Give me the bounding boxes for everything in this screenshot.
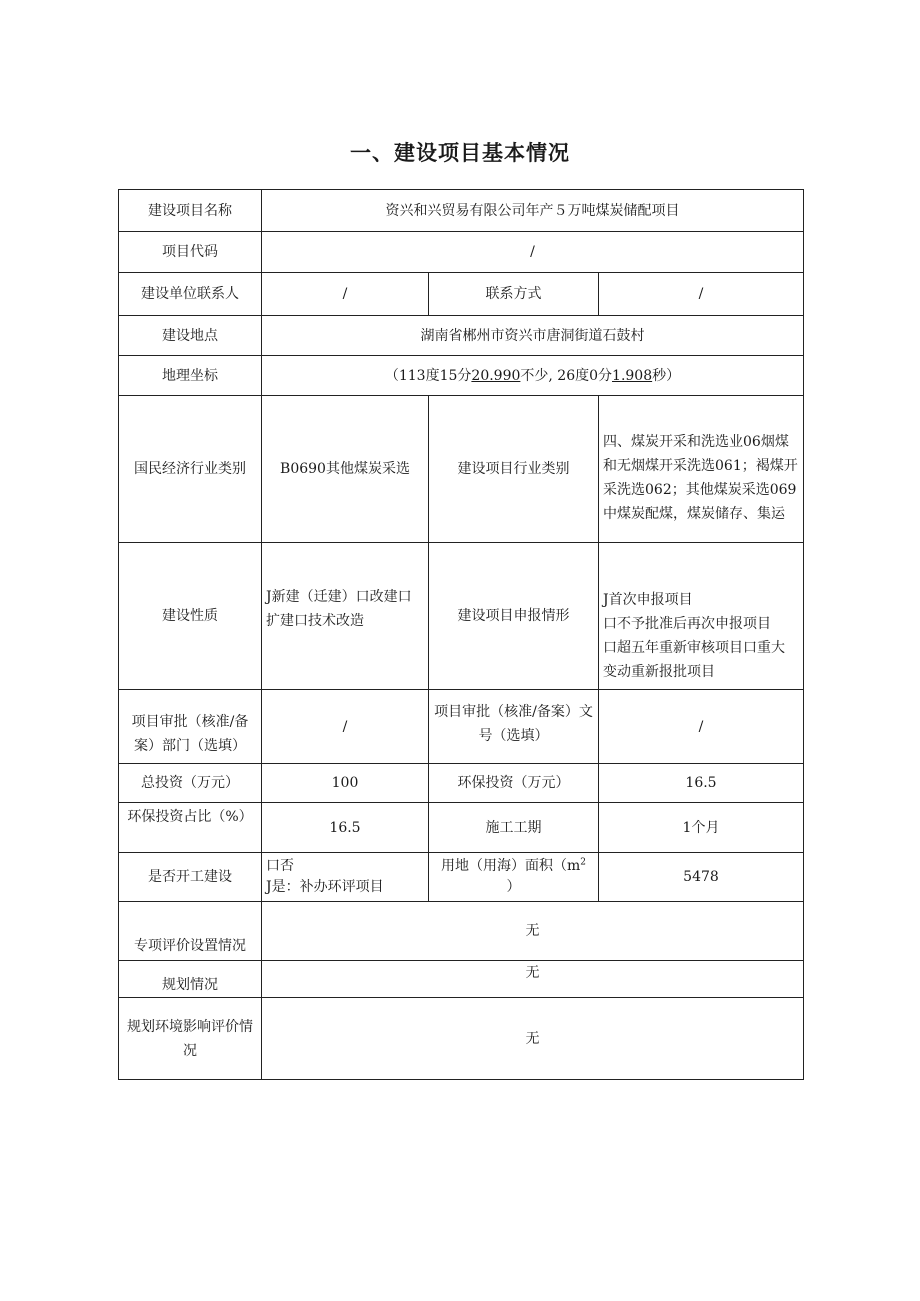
row-industry [119, 396, 804, 543]
declaration-line-2: 口不予批准后再次申报项目 [603, 616, 771, 632]
coords-part1: （113度15分 [384, 367, 472, 384]
nature-label: 建设性质 [119, 543, 262, 690]
industry-label: 国民经济行业类别 [119, 396, 262, 543]
approval-dept-value: / [262, 690, 429, 764]
approval-dept-label: 项目审批（核准/备案）部门（选填） [119, 690, 262, 764]
page-title: 一、建设项目基本情况 [350, 141, 570, 165]
row-planning [119, 961, 804, 998]
project-name-label: 建设项目名称 [119, 190, 262, 232]
declaration-label: 建设项目申报情形 [429, 543, 599, 690]
total-investment-value: 100 [262, 764, 429, 803]
started-options [262, 853, 429, 902]
project-code-label: 项目代码 [119, 232, 262, 273]
planning-env-label: 规划环境影响评价情况 [119, 998, 262, 1080]
started-label: 是否开工建设 [119, 853, 262, 902]
row-approval [119, 690, 804, 764]
contact-method-label: 联系方式 [429, 273, 599, 316]
nature-line-2: 扩建口技术改造 [266, 613, 364, 629]
contact-value: / [262, 273, 429, 316]
approval-doc-value: / [599, 690, 804, 764]
env-ratio-value: 16.5 [262, 803, 429, 853]
row-coords [119, 356, 804, 396]
coords-label: 地理坐标 [119, 356, 262, 396]
row-started [119, 853, 804, 902]
contact-label: 建设单位联系人 [119, 273, 262, 316]
planning-label: 规划情况 [119, 961, 262, 998]
construction-period-value: 1个月 [599, 803, 804, 853]
env-ratio-label: 环保投资占比（%） [119, 803, 262, 853]
industry-value: B0690其他煤炭采选 [262, 396, 429, 543]
coords-seconds-2: 1.908 [612, 367, 653, 384]
planning-env-value: 无 [262, 998, 804, 1080]
row-investment [119, 764, 804, 803]
project-name-value: 资兴和兴贸易有限公司年产５万吨煤炭储配项目 [262, 190, 804, 232]
row-planning-env [119, 998, 804, 1080]
location-value: 湖南省郴州市资兴市唐洞街道石鼓村 [262, 316, 804, 356]
row-project-name [119, 190, 804, 232]
construction-period-label: 施工工期 [429, 803, 599, 853]
contact-method-value: / [599, 273, 804, 316]
coords-part3: 秒） [652, 367, 681, 384]
location-label: 建设地点 [119, 316, 262, 356]
row-contact [119, 273, 804, 316]
total-investment-label: 总投资（万元） [119, 764, 262, 803]
started-option-yes: J是：补办环评项目 [266, 879, 384, 895]
started-option-no: 口否 [266, 858, 294, 874]
project-code-value: / [262, 232, 804, 273]
row-special-eval [119, 902, 804, 961]
land-area-value: 5478 [599, 853, 804, 902]
special-eval-label: 专项评价设置情况 [119, 902, 262, 961]
land-area-label-close: ） [506, 879, 521, 895]
project-info-table [118, 189, 804, 1080]
row-nature [119, 543, 804, 690]
approval-doc-label: 项目审批（核准/备案）文号（选填） [429, 690, 599, 764]
special-eval-value: 无 [262, 902, 804, 961]
coords-seconds-1: 20.990 [471, 367, 521, 384]
env-investment-label: 环保投资（万元） [429, 764, 599, 803]
declaration-line-1: J首次申报项目 [603, 592, 693, 608]
land-area-unit-sup: 2 [580, 857, 586, 868]
row-ratio [119, 803, 804, 853]
declaration-line-4: 变动重新报批项目 [603, 664, 715, 680]
land-area-label-text: 用地（用海）面积（m [440, 858, 581, 874]
project-industry-label: 建设项目行业类别 [429, 396, 599, 543]
planning-value: 无 [262, 961, 804, 998]
land-area-label [429, 853, 599, 902]
nature-value [262, 543, 429, 690]
coords-value [262, 356, 804, 396]
declaration-value [599, 543, 804, 690]
project-industry-value: 四、煤炭开采和洗选业06烟煤和无烟煤开采洗选061；褐煤开采洗选062；其他煤炭采选069中煤炭配煤，煤炭储存、集运 [599, 396, 804, 543]
nature-line-1: J新建（迁建）口改建口 [266, 589, 412, 605]
row-location [119, 316, 804, 356]
coords-part2: 不少, 26度0分 [520, 367, 613, 384]
row-project-code [119, 232, 804, 273]
env-investment-value: 16.5 [599, 764, 804, 803]
declaration-line-3: 口超五年重新审核项目口重大 [603, 640, 785, 656]
